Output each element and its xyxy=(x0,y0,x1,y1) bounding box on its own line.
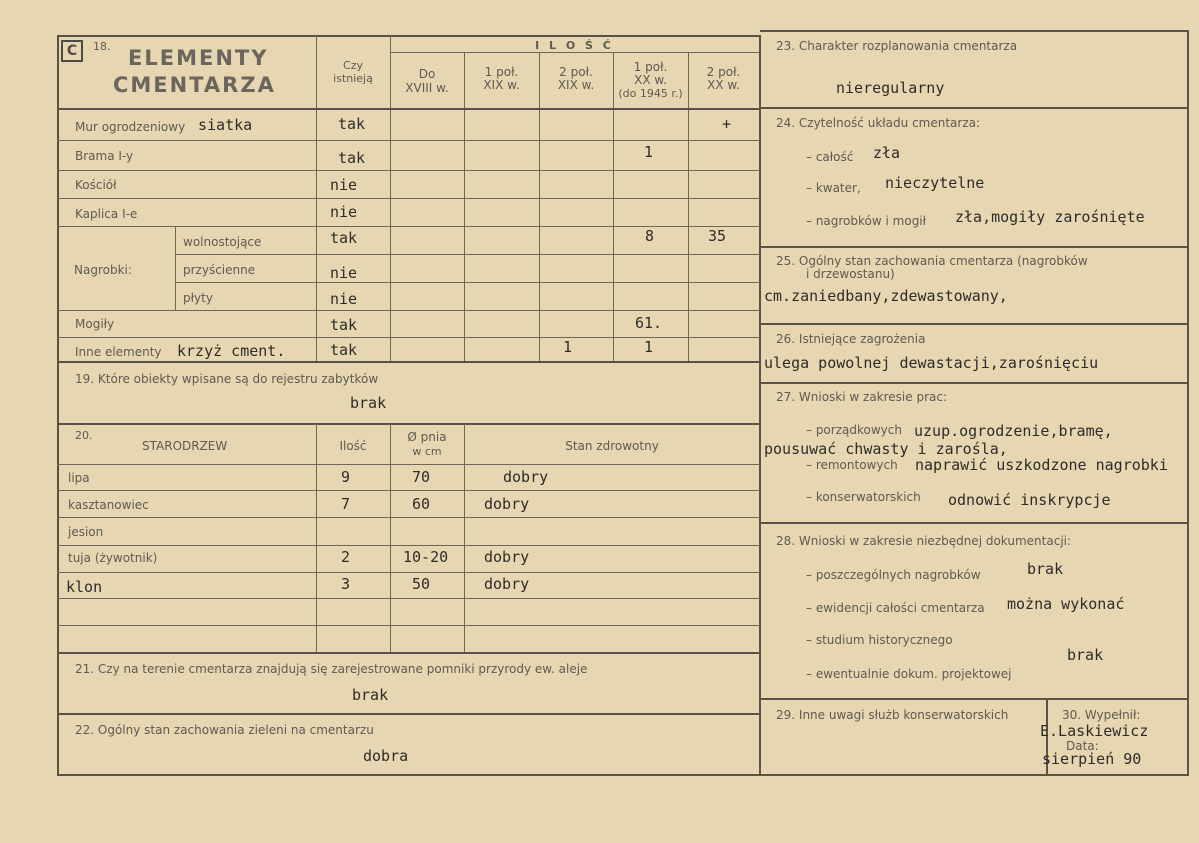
wolno-label: wolnostojące xyxy=(183,235,262,249)
s24-kwater-label: – kwater, xyxy=(806,181,861,195)
nagrobki-sub-line xyxy=(175,226,176,310)
s27-label: 27. Wnioski w zakresie prac: xyxy=(776,390,948,404)
col-2pol19-1: 2 poł. xyxy=(559,65,593,79)
s28-ewid-label: – ewidencji całości cmentarza xyxy=(806,601,985,615)
s20-row-line xyxy=(57,598,760,599)
tree-count: 7 xyxy=(341,495,351,513)
col-1pol20-1: 1 poł. xyxy=(633,60,668,74)
col-line-2pol20 xyxy=(688,53,689,361)
col-2pol19-2: XIX w. xyxy=(557,78,595,92)
col-1pol19-2: XIX w. xyxy=(483,78,520,92)
s20-row-line xyxy=(57,517,760,518)
s27-remont-label: – remontowych xyxy=(806,458,898,472)
s20-top xyxy=(57,423,760,425)
section-18-title-line2: CMENTARZA xyxy=(113,73,276,97)
s20-header-bottom xyxy=(57,464,760,465)
col-do-1: Do xyxy=(418,67,436,81)
s27-top xyxy=(760,382,1188,384)
frame-top-right xyxy=(760,30,1188,32)
frame-bottom-right xyxy=(760,774,1188,776)
s25-top xyxy=(760,246,1188,248)
plyty-label: płyty xyxy=(183,291,213,305)
brama-exists: tak xyxy=(338,149,366,167)
s23-value: nieregularny xyxy=(836,79,945,97)
kaplica-label: Kaplica I-e xyxy=(75,207,138,221)
row-line xyxy=(57,337,760,338)
s30-name: E.Laskiewicz xyxy=(1040,722,1149,740)
s20-number: 20. xyxy=(75,429,93,442)
kaplica-exists: nie xyxy=(330,203,358,221)
s19-value: brak xyxy=(350,394,387,412)
s28-pozcz-label: – poszczególnych nagrobków xyxy=(806,568,981,582)
tree-name: tuja (żywotnik) xyxy=(68,551,158,565)
s21-top xyxy=(57,652,760,654)
tree-count: 2 xyxy=(341,548,351,566)
brama-1pol20: 1 xyxy=(644,143,654,161)
s28-pozcz-value: brak xyxy=(1027,560,1064,578)
s28-ewid-value: można wykonać xyxy=(1007,595,1125,613)
wolno-1pol20: 8 xyxy=(645,227,655,245)
s28-top xyxy=(760,522,1188,524)
brama-label: Brama I-y xyxy=(75,149,134,163)
frame-divider xyxy=(759,35,761,776)
s20-col-line xyxy=(316,424,317,652)
wolno-2pol20: 35 xyxy=(708,227,727,245)
mur-label: Mur ogrodzeniowy xyxy=(75,120,186,134)
col-czy-label-1: Czy xyxy=(343,59,363,72)
row-line xyxy=(57,226,760,227)
ilosc-label: I L O Ś Ć xyxy=(535,39,614,52)
frame-top-left xyxy=(57,35,760,37)
s25-value: cm.zaniedbany,zdewastowany, xyxy=(764,287,1008,305)
s28-studium-label: – studium historycznego xyxy=(806,633,953,647)
s28-projekt-value: brak xyxy=(1067,646,1104,664)
tree-state: dobry xyxy=(484,548,530,566)
kosciol-exists: nie xyxy=(330,176,358,194)
s27-porz-value-2: pousuwać chwasty i zarośla, xyxy=(764,440,1008,458)
s20-row-line xyxy=(57,625,760,626)
mur-type: siatka xyxy=(198,116,253,134)
tree-name: kasztanowiec xyxy=(68,498,149,512)
s26-value: ulega powolnej dewastacji,zarośnięciu xyxy=(764,354,1099,372)
s24-nagrobkow-value: zła,mogiły zarośnięte xyxy=(955,208,1145,226)
s20-row-line xyxy=(57,490,760,491)
inne-value: krzyż cment. xyxy=(177,342,286,360)
s24-top xyxy=(760,107,1188,109)
mogily-exists: tak xyxy=(330,316,358,334)
s27-porz-label: – porządkowych xyxy=(806,423,902,437)
s24-kwater-value: nieczytelne xyxy=(885,174,985,192)
row-line xyxy=(175,282,760,283)
row-line xyxy=(57,140,760,141)
s27-remont-value: naprawić uszkodzone nagrobki xyxy=(915,456,1168,474)
col-do-2: XVIII w. xyxy=(405,81,449,95)
s24-nagrobkow-label: – nagrobków i mogił xyxy=(806,214,927,228)
plyty-exists: nie xyxy=(330,290,358,308)
mur-exists: tak xyxy=(338,115,366,133)
s21-label: 21. Czy na terenie cmentarza znajdują się zarejestrowane pomniki przyrody ew. aleje xyxy=(75,662,588,676)
mur-2pol20: + xyxy=(722,115,732,133)
frame-bottom-left xyxy=(57,774,760,776)
s26-top xyxy=(760,323,1188,325)
tree-diam: 60 xyxy=(412,495,431,513)
s25-label-2: i drzewostanu) xyxy=(806,267,895,281)
s29-top xyxy=(760,698,1188,700)
col-2pol20-2: XX w. xyxy=(707,78,740,92)
tree-state: dobry xyxy=(484,495,530,513)
s19-label: 19. Które obiekty wpisane są do rejestru zabytków xyxy=(75,372,379,386)
frame-right xyxy=(1187,30,1189,776)
s20-col-pnia-1: Ø pnia xyxy=(407,430,447,444)
frame-left xyxy=(57,35,59,775)
col-line-1pol19 xyxy=(464,53,465,361)
inne-1pol20: 1 xyxy=(644,338,654,356)
tree-count: 9 xyxy=(341,468,351,486)
s28-label: 28. Wnioski w zakresie niezbędnej dokumentacji: xyxy=(776,534,1072,548)
s22-value: dobra xyxy=(363,747,409,765)
s26-label: 26. Istniejące zagrożenia xyxy=(776,332,926,346)
s27-konserw-value: odnowić inskrypcje xyxy=(948,491,1111,509)
s20-col-pnia-2: w cm xyxy=(412,445,442,458)
col-line-2pol19 xyxy=(539,53,540,361)
s22-label: 22. Ogólny stan zachowania zieleni na cmentarzu xyxy=(75,723,374,737)
s21-value: brak xyxy=(352,686,389,704)
inne-exists: tak xyxy=(330,341,358,359)
col-1pol20-3: (do 1945 r.) xyxy=(618,87,683,100)
tree-name: jesion xyxy=(68,525,104,539)
row-line xyxy=(57,170,760,171)
col-1pol19-1: 1 poł. xyxy=(484,65,519,79)
inne-2pol19: 1 xyxy=(563,338,573,356)
s22-top xyxy=(57,713,760,715)
inne-label: Inne elementy xyxy=(75,345,162,359)
row-line xyxy=(175,254,760,255)
przysc-exists: nie xyxy=(330,264,358,282)
nagrobki-label: Nagrobki: xyxy=(74,263,132,277)
tree-state: dobry xyxy=(484,575,530,593)
s20-col-ilosc: Ilość xyxy=(339,439,367,453)
tree-count: 3 xyxy=(341,575,351,593)
s20-title: STARODRZEW xyxy=(142,439,228,453)
tree-diam: 70 xyxy=(412,468,431,486)
s20-col-stan: Stan zdrowotny xyxy=(565,439,659,453)
s20-col-line xyxy=(464,424,465,652)
col-czy-label-2: istnieją xyxy=(333,72,373,85)
s24-calosc-value: zła xyxy=(873,144,901,162)
s27-porz-value-1: uzup.ogrodzenie,bramę, xyxy=(914,422,1113,440)
tree-diam: 50 xyxy=(412,575,431,593)
col-line-1pol20 xyxy=(613,53,614,361)
s20-row-line xyxy=(57,545,760,546)
s20-row-line xyxy=(57,572,760,573)
row-line xyxy=(57,198,760,199)
ilosc-underline xyxy=(390,52,759,53)
kosciol-label: Kościół xyxy=(75,178,117,192)
przysc-label: przyścienne xyxy=(183,263,256,277)
section-18-title-line1: ELEMENTY xyxy=(128,46,269,70)
s30-date-value: sierpień 90 xyxy=(1042,750,1142,768)
col-1pol20-2: XX w. xyxy=(634,73,667,87)
s29-label: 29. Inne uwagi służb konserwatorskich xyxy=(776,708,1009,722)
tree-state: dobry xyxy=(503,468,549,486)
s24-calosc-label: – całość xyxy=(806,150,854,164)
header-bottom xyxy=(57,108,760,110)
section-18-number: 18. xyxy=(93,40,111,53)
s24-label: 24. Czytelność układu cmentarza: xyxy=(776,116,981,130)
form-letter: C xyxy=(61,40,83,62)
s28-projekt-label: – ewentualnie dokum. projektowej xyxy=(806,667,1012,681)
tree-diam: 10-20 xyxy=(403,548,449,566)
mogily-label: Mogiły xyxy=(75,317,115,331)
s20-col-line xyxy=(390,424,391,652)
tree-name: klon xyxy=(66,578,103,596)
s23-label: 23. Charakter rozplanowania cmentarza xyxy=(776,39,1018,53)
s27-konserw-label: – konserwatorskich xyxy=(806,490,921,504)
tree-name: lipa xyxy=(68,471,90,485)
wolno-exists: tak xyxy=(330,229,358,247)
mogily-1pol20: 61. xyxy=(635,314,663,332)
row-line xyxy=(57,310,760,311)
col-2pol20-1: 2 poł. xyxy=(706,65,741,79)
s19-top xyxy=(57,361,760,363)
s25-label-1: 25. Ogólny stan zachowania cmentarza (nagrobków xyxy=(776,254,1088,268)
s30-date-label: Data: xyxy=(1066,739,1099,753)
s30-label: 30. Wypełnił: xyxy=(1062,708,1141,722)
